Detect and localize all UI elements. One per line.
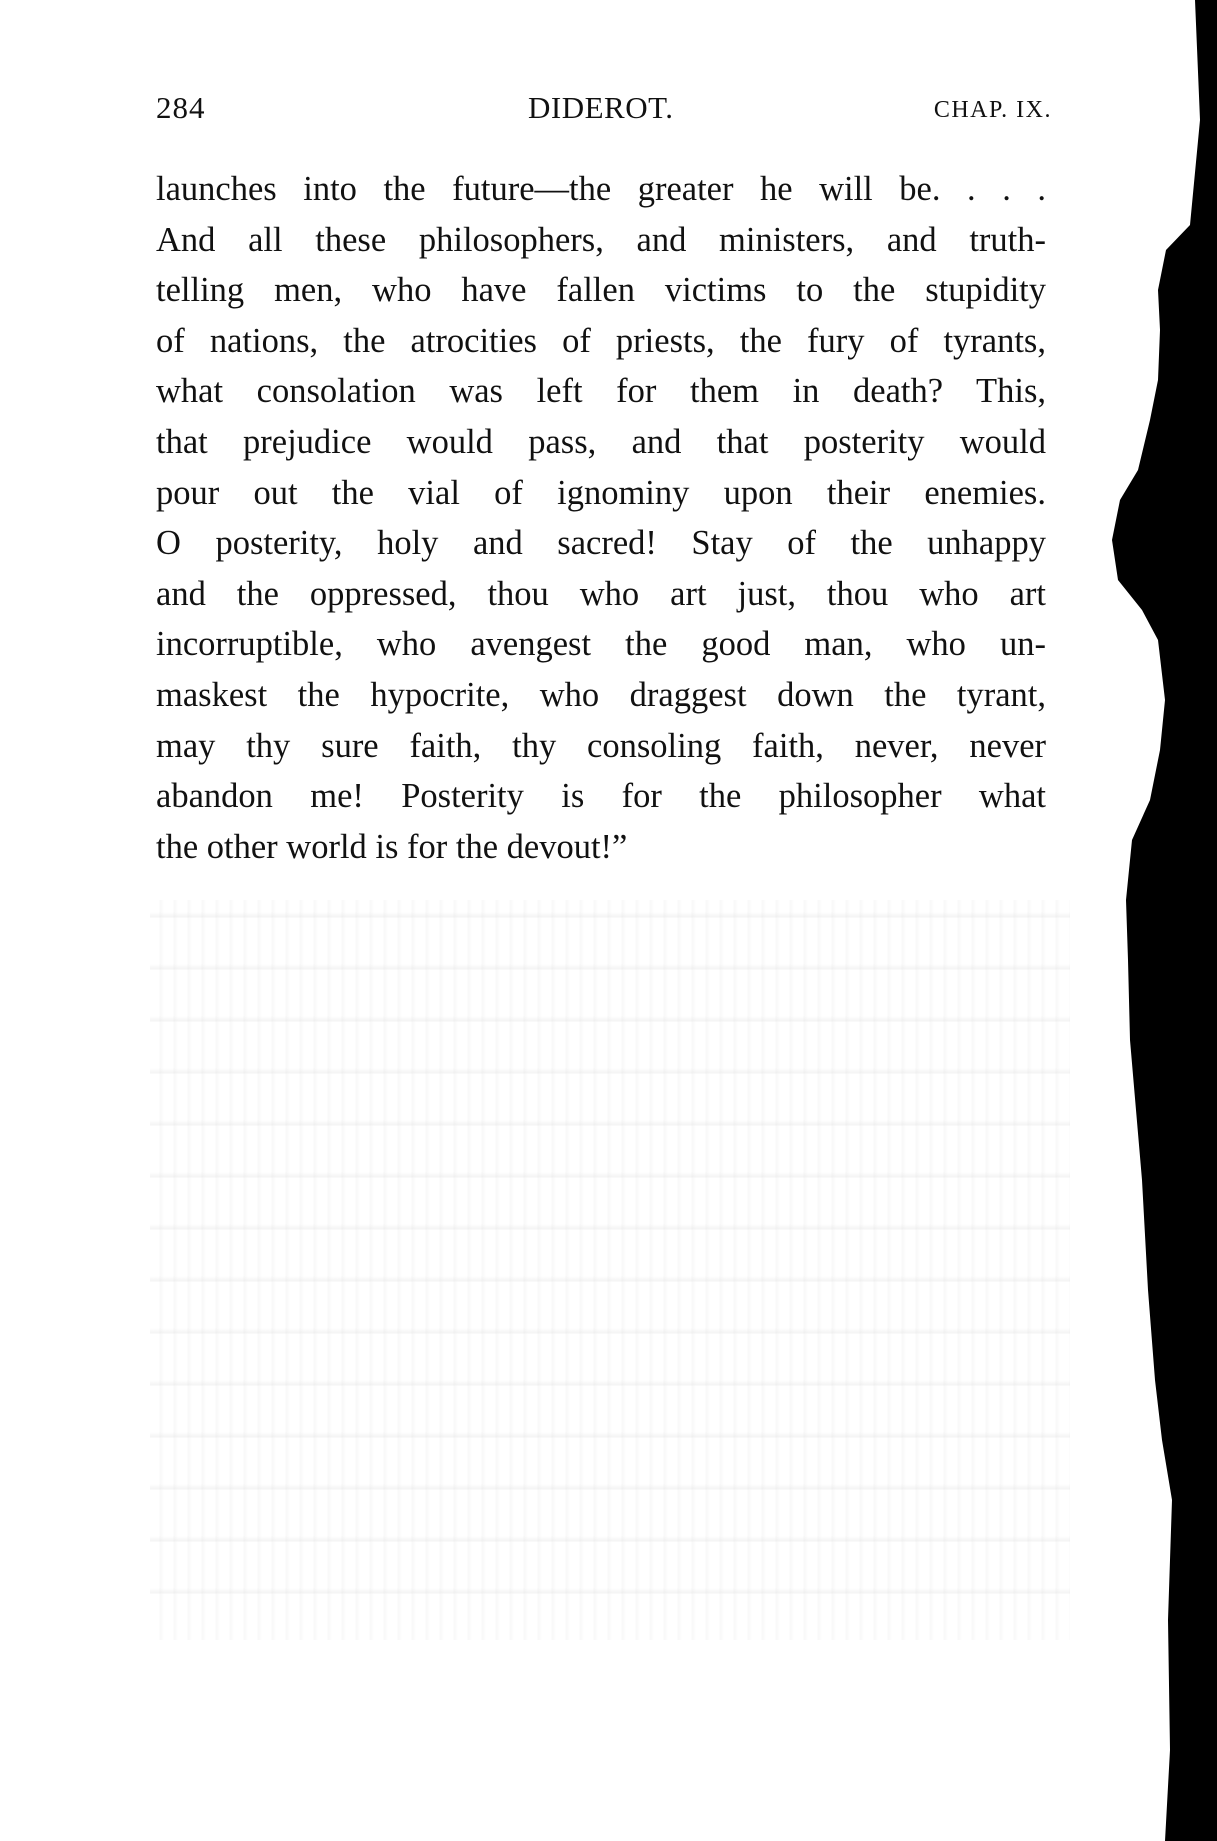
text-line: pour out the vial of ignominy upon their enemies. bbox=[156, 473, 1046, 512]
text-line: may thy sure faith, thy consoling faith, never, never bbox=[156, 726, 1046, 765]
text-line: of nations, the atrocities of priests, the fury of tyrants, bbox=[156, 321, 1046, 360]
text-line: maskest the hypocrite, who draggest down the tyrant, bbox=[156, 675, 1046, 714]
text-line: O posterity, holy and sacred! Stay of the unhappy bbox=[156, 524, 1046, 563]
page-number: 284 bbox=[156, 90, 206, 125]
running-title: DIDEROT. bbox=[528, 90, 674, 125]
chapter-mark: CHAP. IX. bbox=[933, 97, 1052, 123]
text-line: And all these philosophers, and ministers, and truth- bbox=[156, 220, 1046, 259]
text-line: incorruptible, who avengest the good man, who un- bbox=[156, 625, 1046, 664]
text-line: the other world is for the devout!” bbox=[156, 827, 628, 866]
text-line: what consolation was left for them in death? This, bbox=[156, 372, 1046, 411]
text-line: that prejudice would pass, and that posterity would bbox=[156, 422, 1046, 461]
text-line: launches into the future—the greater he will be. . . . bbox=[156, 170, 1046, 208]
text-line: abandon me! Posterity is for the philosopher what bbox=[156, 777, 1046, 816]
text-line: telling men, who have fallen victims to the stupidity bbox=[156, 271, 1046, 310]
text-line: and the oppressed, thou who art just, thou who art bbox=[156, 574, 1046, 613]
edge-shadow-shape bbox=[1112, 0, 1217, 1841]
